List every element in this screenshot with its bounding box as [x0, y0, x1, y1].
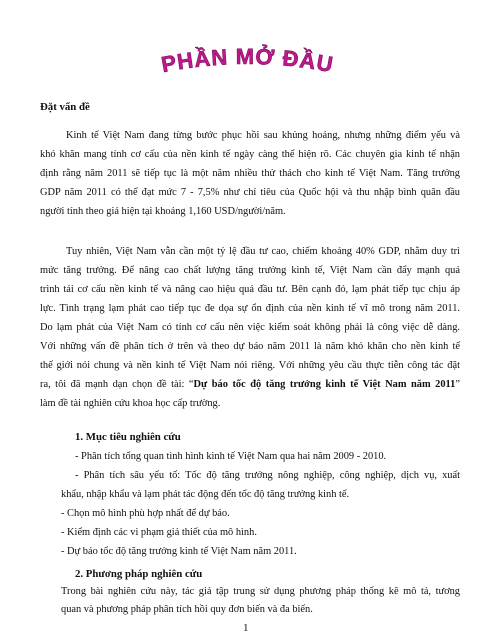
- objective-item: - Phân tích tổng quan tình hình kinh tế Việt Nam qua hai năm 2009 - 2010.: [75, 451, 387, 462]
- methods-line: Trong bài nghiên cứu này, tác giả tập trung sử dụng phương pháp thống kê mô tả, tương: [61, 586, 460, 597]
- paragraph-line-topic: [40, 375, 460, 394]
- paragraph-line: GDP năm 2011 có thể đạt mức 7 - 7,5% như chỉ tiêu của Quốc hội và thu nhập bình quân đầu: [40, 187, 460, 198]
- topic-suffix: ”: [455, 379, 460, 390]
- objective-item-continued: khẩu, nhập khẩu và lạm phát tác động đến tốc độ tăng trưởng kinh tế.: [61, 489, 350, 500]
- paragraph-line: người tính theo giá hiện tại khoảng 1,160 USD/người/năm.: [40, 206, 286, 217]
- paragraph-line: Do lạm phát của Việt Nam có tính cơ cấu nên việc kiểm soát không phải là công việc dễ dàng.: [40, 322, 460, 333]
- research-topic-title: Dự báo tốc độ tăng trưởng kinh tế Việt Nam năm 2011: [193, 379, 456, 390]
- paragraph-intro: [40, 126, 460, 221]
- section-heading-objectives: 1. Mục tiêu nghiên cứu: [75, 431, 181, 443]
- objective-item: - Chọn mô hình phù hợp nhất để dự báo.: [61, 508, 230, 519]
- paragraph-line: khó khăn mang tính cơ cấu của nền kinh tế ngày càng thể hiện rõ. Các chuyên gia kinh tế nhận: [40, 149, 460, 160]
- paragraph-line: mức tăng trưởng. Để nâng cao chất lượng tăng trưởng kinh tế, Việt Nam cần đẩy mạnh quá: [40, 265, 460, 276]
- section-heading: Đặt vấn đề: [40, 101, 90, 113]
- objective-item: - Kiểm định các vi phạm giả thiết của mô hình.: [61, 527, 257, 538]
- methods-line: quan và phương pháp phân tích hồi quy đơn biến và đa biến.: [61, 604, 313, 615]
- paragraph-line: làm đề tài nghiên cứu khoa học cấp trường.: [40, 398, 221, 409]
- paragraph-line: định rằng năm 2011 sẽ tiếp tục là một năm nhiều thử thách cho kinh tế Việt Nam. Tăng trưởng: [40, 168, 460, 179]
- paragraph-line: trình tái cơ cấu nền kinh tế và nâng cao hiệu quả đầu tư. Bên cạnh đó, lạm phát tiếp tục chịu áp: [40, 284, 460, 295]
- paragraph-context: [40, 242, 460, 413]
- paragraph-line: Kinh tế Việt Nam đang từng bước phục hồi sau khủng hoảng, nhưng những điểm yếu và: [66, 130, 460, 141]
- page-number: 1: [243, 622, 249, 634]
- page-title: [130, 44, 365, 86]
- title-wordart: [130, 44, 365, 86]
- section-heading-methods: 2. Phương pháp nghiên cứu: [75, 568, 203, 580]
- objective-item: - Phân tích sâu yếu tố: Tốc độ tăng trưởng nông nghiệp, công nghiệp, dịch vụ, xuất: [75, 470, 460, 481]
- paragraph-line: Với những vấn đề phân tích ở trên và theo dự báo năm 2011 là năm khó khăn cho nền kinh tế: [40, 341, 460, 352]
- objective-item: - Dự báo tốc độ tăng trưởng kinh tế Việt Nam năm 2011.: [61, 546, 297, 557]
- paragraph-line: thế giới nói chung và nền kinh tế Việt Nam nói riêng. Với những yêu cầu thực tiễn công tác đặt: [40, 360, 460, 371]
- topic-prefix: ra, tôi đã mạnh dạn chọn đề tài: “: [40, 379, 194, 390]
- title-text: PHẦN MỞ ĐẦU: [159, 44, 336, 78]
- paragraph-line: lực. Tình trạng lạm phát cao tiếp tục đe dọa sự ổn định của nền kinh tế vĩ mô trong năm 2011.: [40, 303, 460, 314]
- paragraph-line: Tuy nhiên, Việt Nam vẫn cần một tỷ lệ đầu tư cao, chiếm khoảng 40% GDP, nhằm duy trì: [66, 246, 460, 257]
